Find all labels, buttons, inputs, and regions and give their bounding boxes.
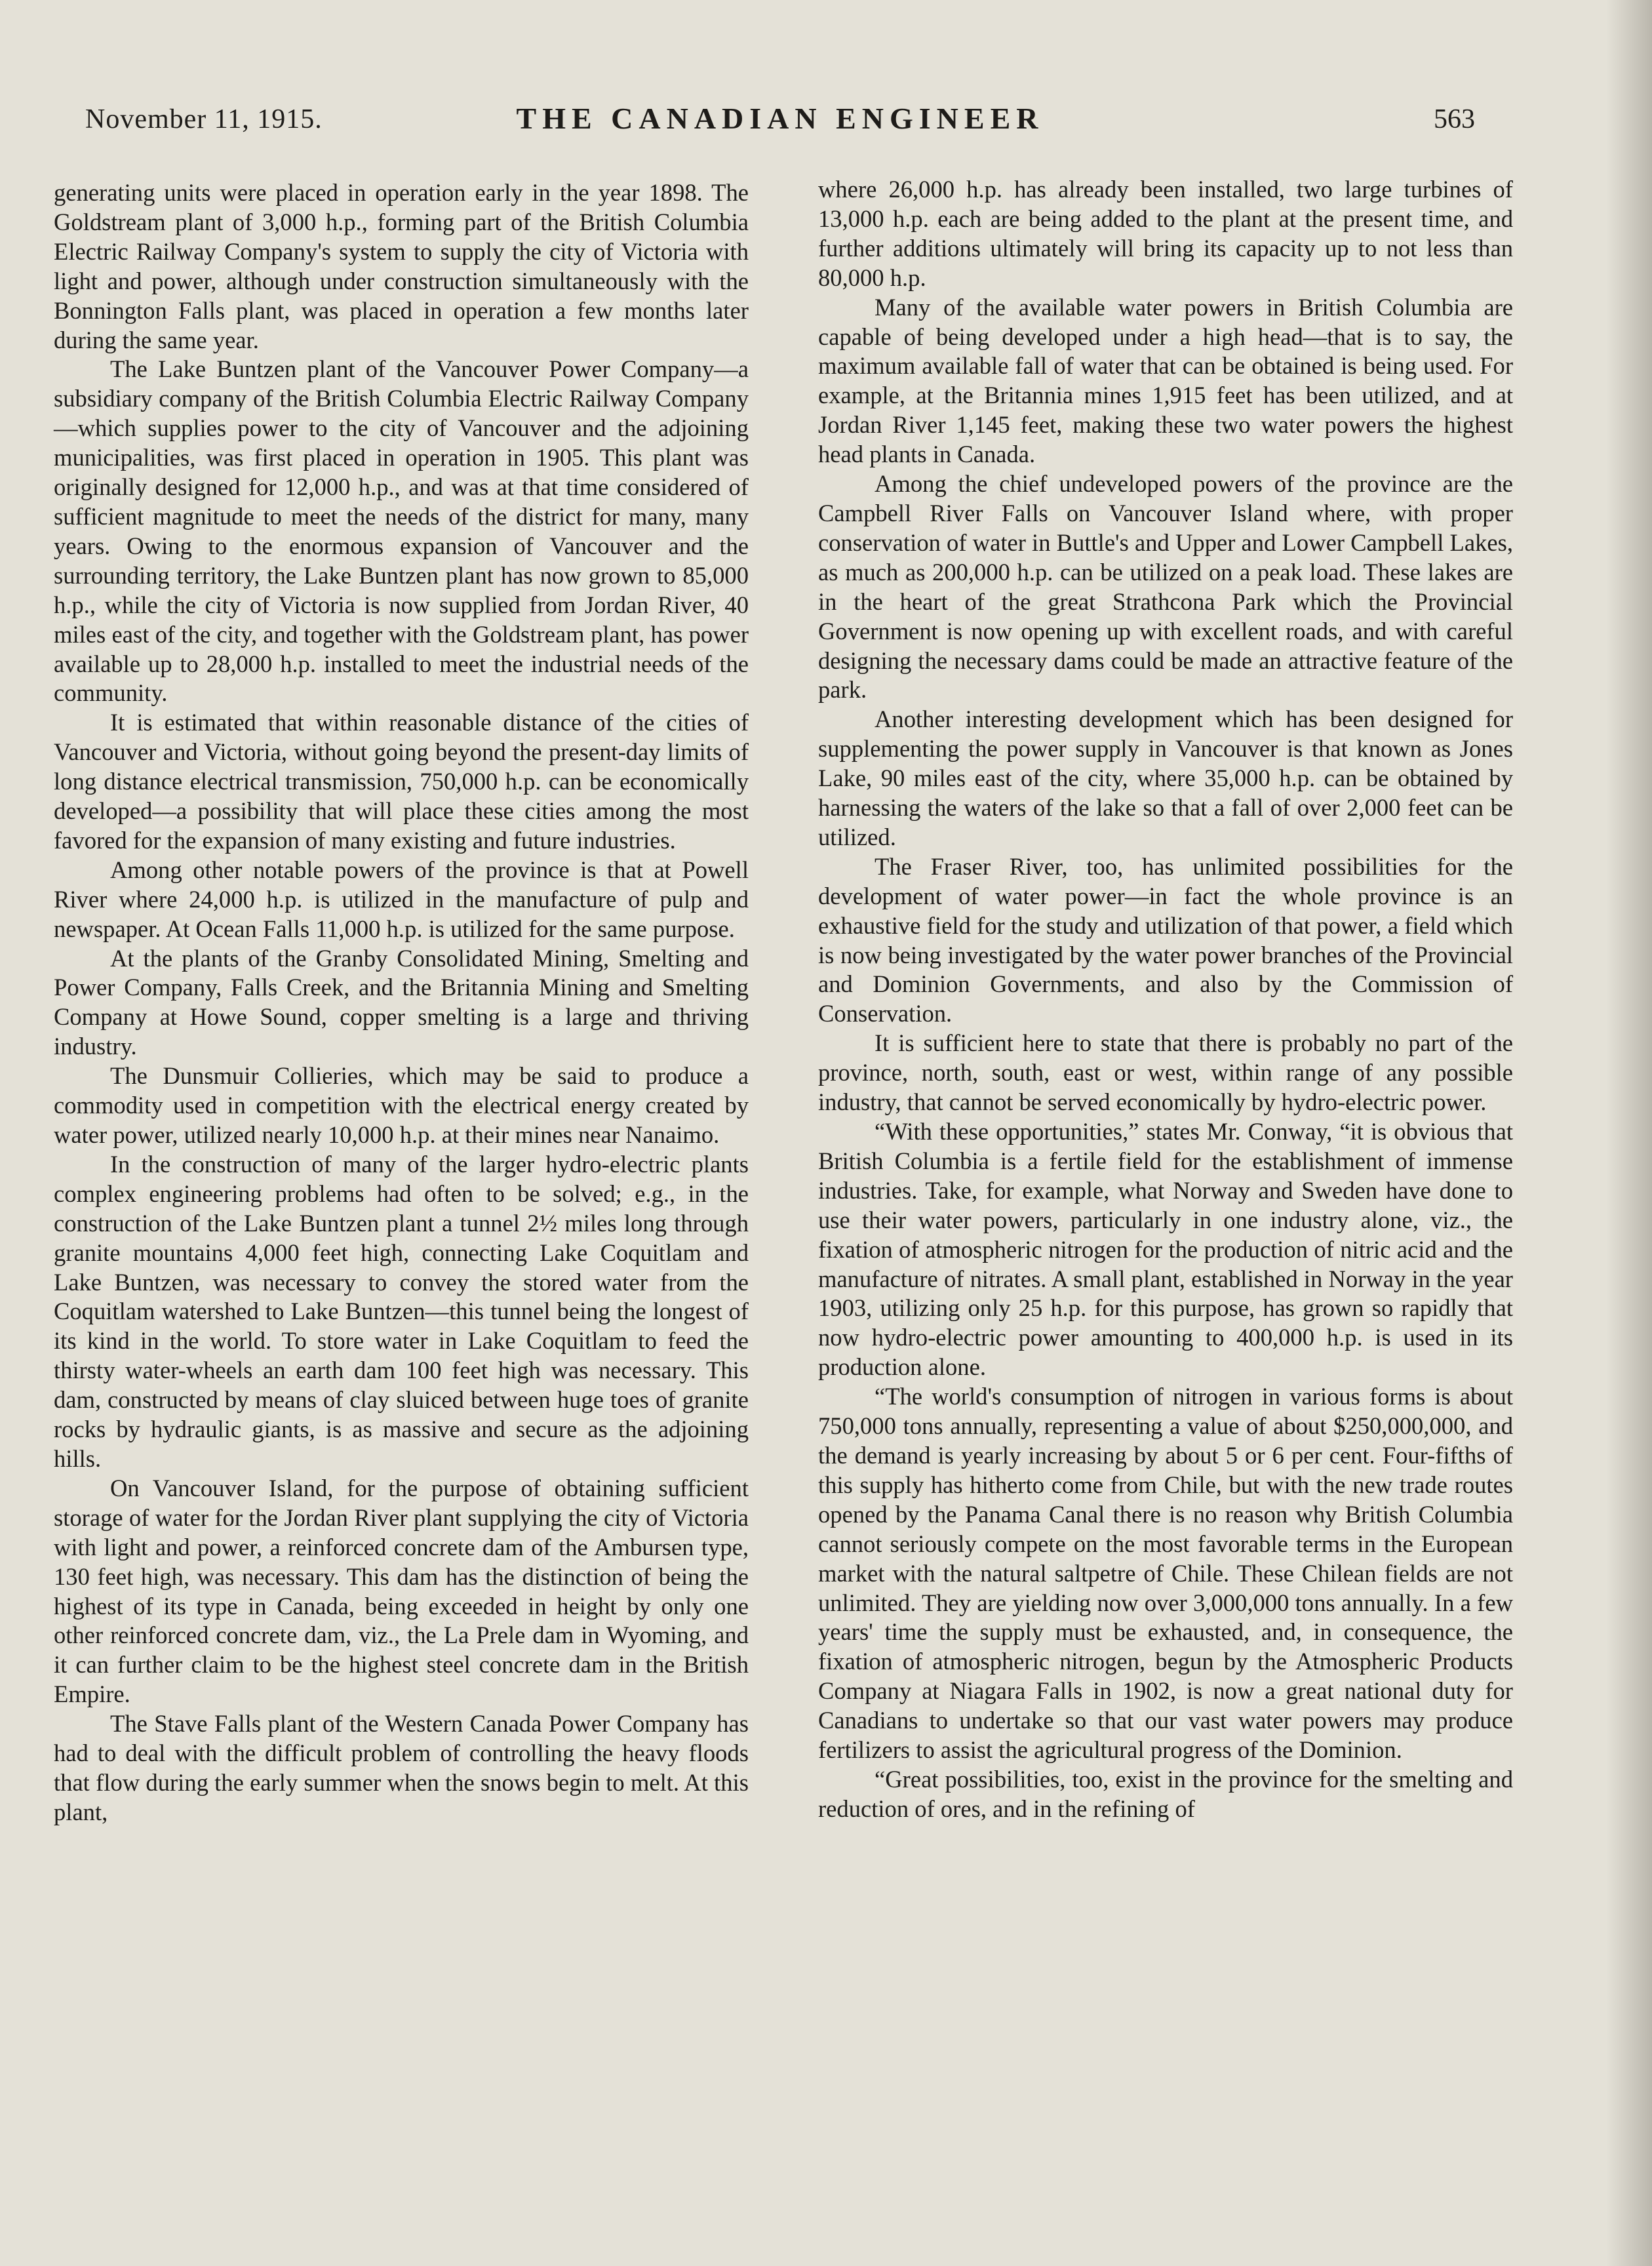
paragraph: Another interesting development which has been designed for supplementing the power supply in Vancouver is that known as Jones Lake, 90 miles east of the city, where 35,000 h.p. can be obtained by harnessing the waters of the lake so that a fall of over 2,000 feet can be utilized. bbox=[818, 706, 1513, 850]
right-column bbox=[818, 175, 1513, 1824]
paragraph: It is sufficient here to state that there is probably no part of the province, north, south, east or west, within range of any possible industry, that cannot be served economically by hydro-electric power. bbox=[818, 1029, 1513, 1116]
paragraph: “With these opportunities,” states Mr. Conway, “it is obvious that British Columbia is a fertile field for the establishment of immense industries. Take, for example, what Norway and Sweden have done to use their water powers, particularly in one industry alone, viz., the fixation of atmospheric nitrogen for the production of nitric acid and the manufacture of nitrates. A small plant, established in Norway in the year 1903, utilizing only 25 h.p. for this purpose, has grown so rapidly that now hydro-electric power amounting to 400,000 h.p. is used in its production alone. bbox=[818, 1118, 1513, 1381]
paragraph: The Dunsmuir Collieries, which may be said to produce a commodity used in competition with the electrical energy created by water power, utilized nearly 10,000 h.p. at their mines near Nanaimo. bbox=[54, 1062, 749, 1148]
paragraph: Among other notable powers of the province is that at Powell River where 24,000 h.p. is utilized in the manufacture of pulp and newspaper. At Ocean Falls 11,000 h.p. is utilized for the same purpose. bbox=[54, 856, 749, 942]
paragraph: It is estimated that within reasonable distance of the cities of Vancouver and Victoria, without going beyond the present-day limits of long distance electrical transmission, 750,000 h.p. can be economically developed—a possibility that will place these cities among the most favored for the expansion of many existing and future industries. bbox=[54, 709, 749, 854]
paragraph: “Great possibilities, too, exist in the province for the smelting and reduction of ores, and in the refining of bbox=[818, 1765, 1513, 1822]
left-column bbox=[54, 178, 749, 1827]
paragraph: The Stave Falls plant of the Western Canada Power Company has had to deal with the difficult problem of controlling the heavy floods that flow during the early summer when the snows begin to melt. At this plant, bbox=[54, 1710, 749, 1825]
paragraph: The Lake Buntzen plant of the Vancouver Power Company—a subsidiary company of the British Columbia Electric Railway Company—which supplies power to the city of Vancouver and the adjoining municipalities, was first placed in operation in 1905. This plant was originally designed for 12,000 h.p., and was at that time considered of sufficient magnitude to meet the needs of the district for many, many years. Owing to the enormous expansion of Vancouver and the surrounding territory, the Lake Buntzen plant has now grown to 85,000 h.p., while the city of Victoria is now supplied from Jordan River, 40 miles east of the city, and together with the Goldstream plant, has power available up to 28,000 h.p. installed to meet the industrial needs of the community. bbox=[54, 355, 749, 707]
issue-date: November 11, 1915. bbox=[85, 104, 323, 134]
paragraph: On Vancouver Island, for the purpose of obtaining sufficient storage of water for the Jordan River plant supplying the city of Victoria with light and power, a reinforced concrete dam of the Ambursen type, 130 feet high, was necessary. This dam has the distinction of being the highest of its type in Canada, being exceeded in height by only one other reinforced concrete dam, viz., the La Prele dam in Wyoming, and it can further claim to be the highest steel concrete dam in the British Empire. bbox=[54, 1474, 749, 1708]
paragraph: At the plants of the Granby Consolidated Mining, Smelting and Power Company, Falls Creek, and the Britannia Mining and Smelting Company at Howe Sound, copper smelting is a large and thriving industry. bbox=[54, 944, 749, 1060]
page-number: 563 bbox=[1434, 104, 1475, 134]
paragraph: The Fraser River, too, has unlimited possibilities for the development of water power—in fact the whole province is an exhaustive field for the study and utilization of that power, a field which is now being investigated by the water power branches of the Provincial and Dominion Governments, and also by the Commission of Conservation. bbox=[818, 852, 1513, 1027]
paragraph: “The world's consumption of nitrogen in various forms is about 750,000 tons annually, representing a value of about $250,000,000, and the demand is yearly increasing by about 5 or 6 per cent. Four-fifths of this supply has hitherto come from Chile, but with the new trade routes opened by the Panama Canal there is no reason why British Columbia cannot seriously compete on the most favorable terms in the European market with the natural saltpetre of Chile. These Chilean fields are not unlimited. They are yielding now over 3,000,000 tons annually. In a few years' time the supply must be exhausted, and, in consequence, the fixation of atmospheric nitrogen, begun by the Atmospheric Products Company at Niagara Falls in 1902, is now a great national duty for Canadians to undertake so that our vast water powers may produce fertilizers to assist the agricultural progress of the Dominion. bbox=[818, 1383, 1513, 1764]
paragraph: where 26,000 h.p. has already been installed, two large turbines of 13,000 h.p. each are being added to the plant at the present time, and further additions ultimately will bring its capacity up to not less than 80,000 h.p. bbox=[818, 176, 1513, 291]
journal-title: THE CANADIAN ENGINEER bbox=[516, 102, 1044, 135]
paragraph: Among the chief undeveloped powers of the province are the Campbell River Falls on Vancouver Island where, with proper conservation of water in Buttle's and Upper and Lower Campbell Lakes, as much as 200,000 h.p. can be utilized on a peak load. These lakes are in the heart of the great Strathcona Park which the Provincial Government is now opening up with excellent roads, and with careful designing the necessary dams could be made an attractive feature of the park. bbox=[818, 470, 1513, 704]
paragraph: In the construction of many of the larger hydro-electric plants complex engineering problems had often to be solved; e.g., in the construction of the Lake Buntzen plant a tunnel 2½ miles long through granite mountains 4,000 feet high, connecting Lake Coquitlam and Lake Buntzen, was necessary to convey the stored water from the Coquitlam watershed to Lake Buntzen—this tunnel being the longest of its kind in the world. To store water in Lake Coquitlam to feed the thirsty water-wheels an earth dam 100 feet high was necessary. This dam, constructed by means of clay sluiced between huge toes of granite rocks by hydraulic giants, is as massive and secure as the adjoining hills. bbox=[54, 1150, 749, 1472]
paragraph: generating units were placed in operation early in the year 1898. The Goldstream plant of 3,000 h.p., forming part of the British Columbia Electric Railway Company's system to supply the city of Victoria with light and power, although under construction simultaneously with the Bonnington Falls plant, was placed in operation a few months later during the same year. bbox=[54, 179, 749, 353]
binding-shadow bbox=[1606, 0, 1652, 2266]
page-header bbox=[85, 98, 1475, 144]
paragraph: Many of the available water powers in British Columbia are capable of being developed under a high head—that is to say, the maximum available fall of water that can be obtained is being used. For example, at the Britannia mines 1,915 feet has been utilized, and at Jordan River 1,145 feet, making these two water powers the highest head plants in Canada. bbox=[818, 293, 1513, 468]
